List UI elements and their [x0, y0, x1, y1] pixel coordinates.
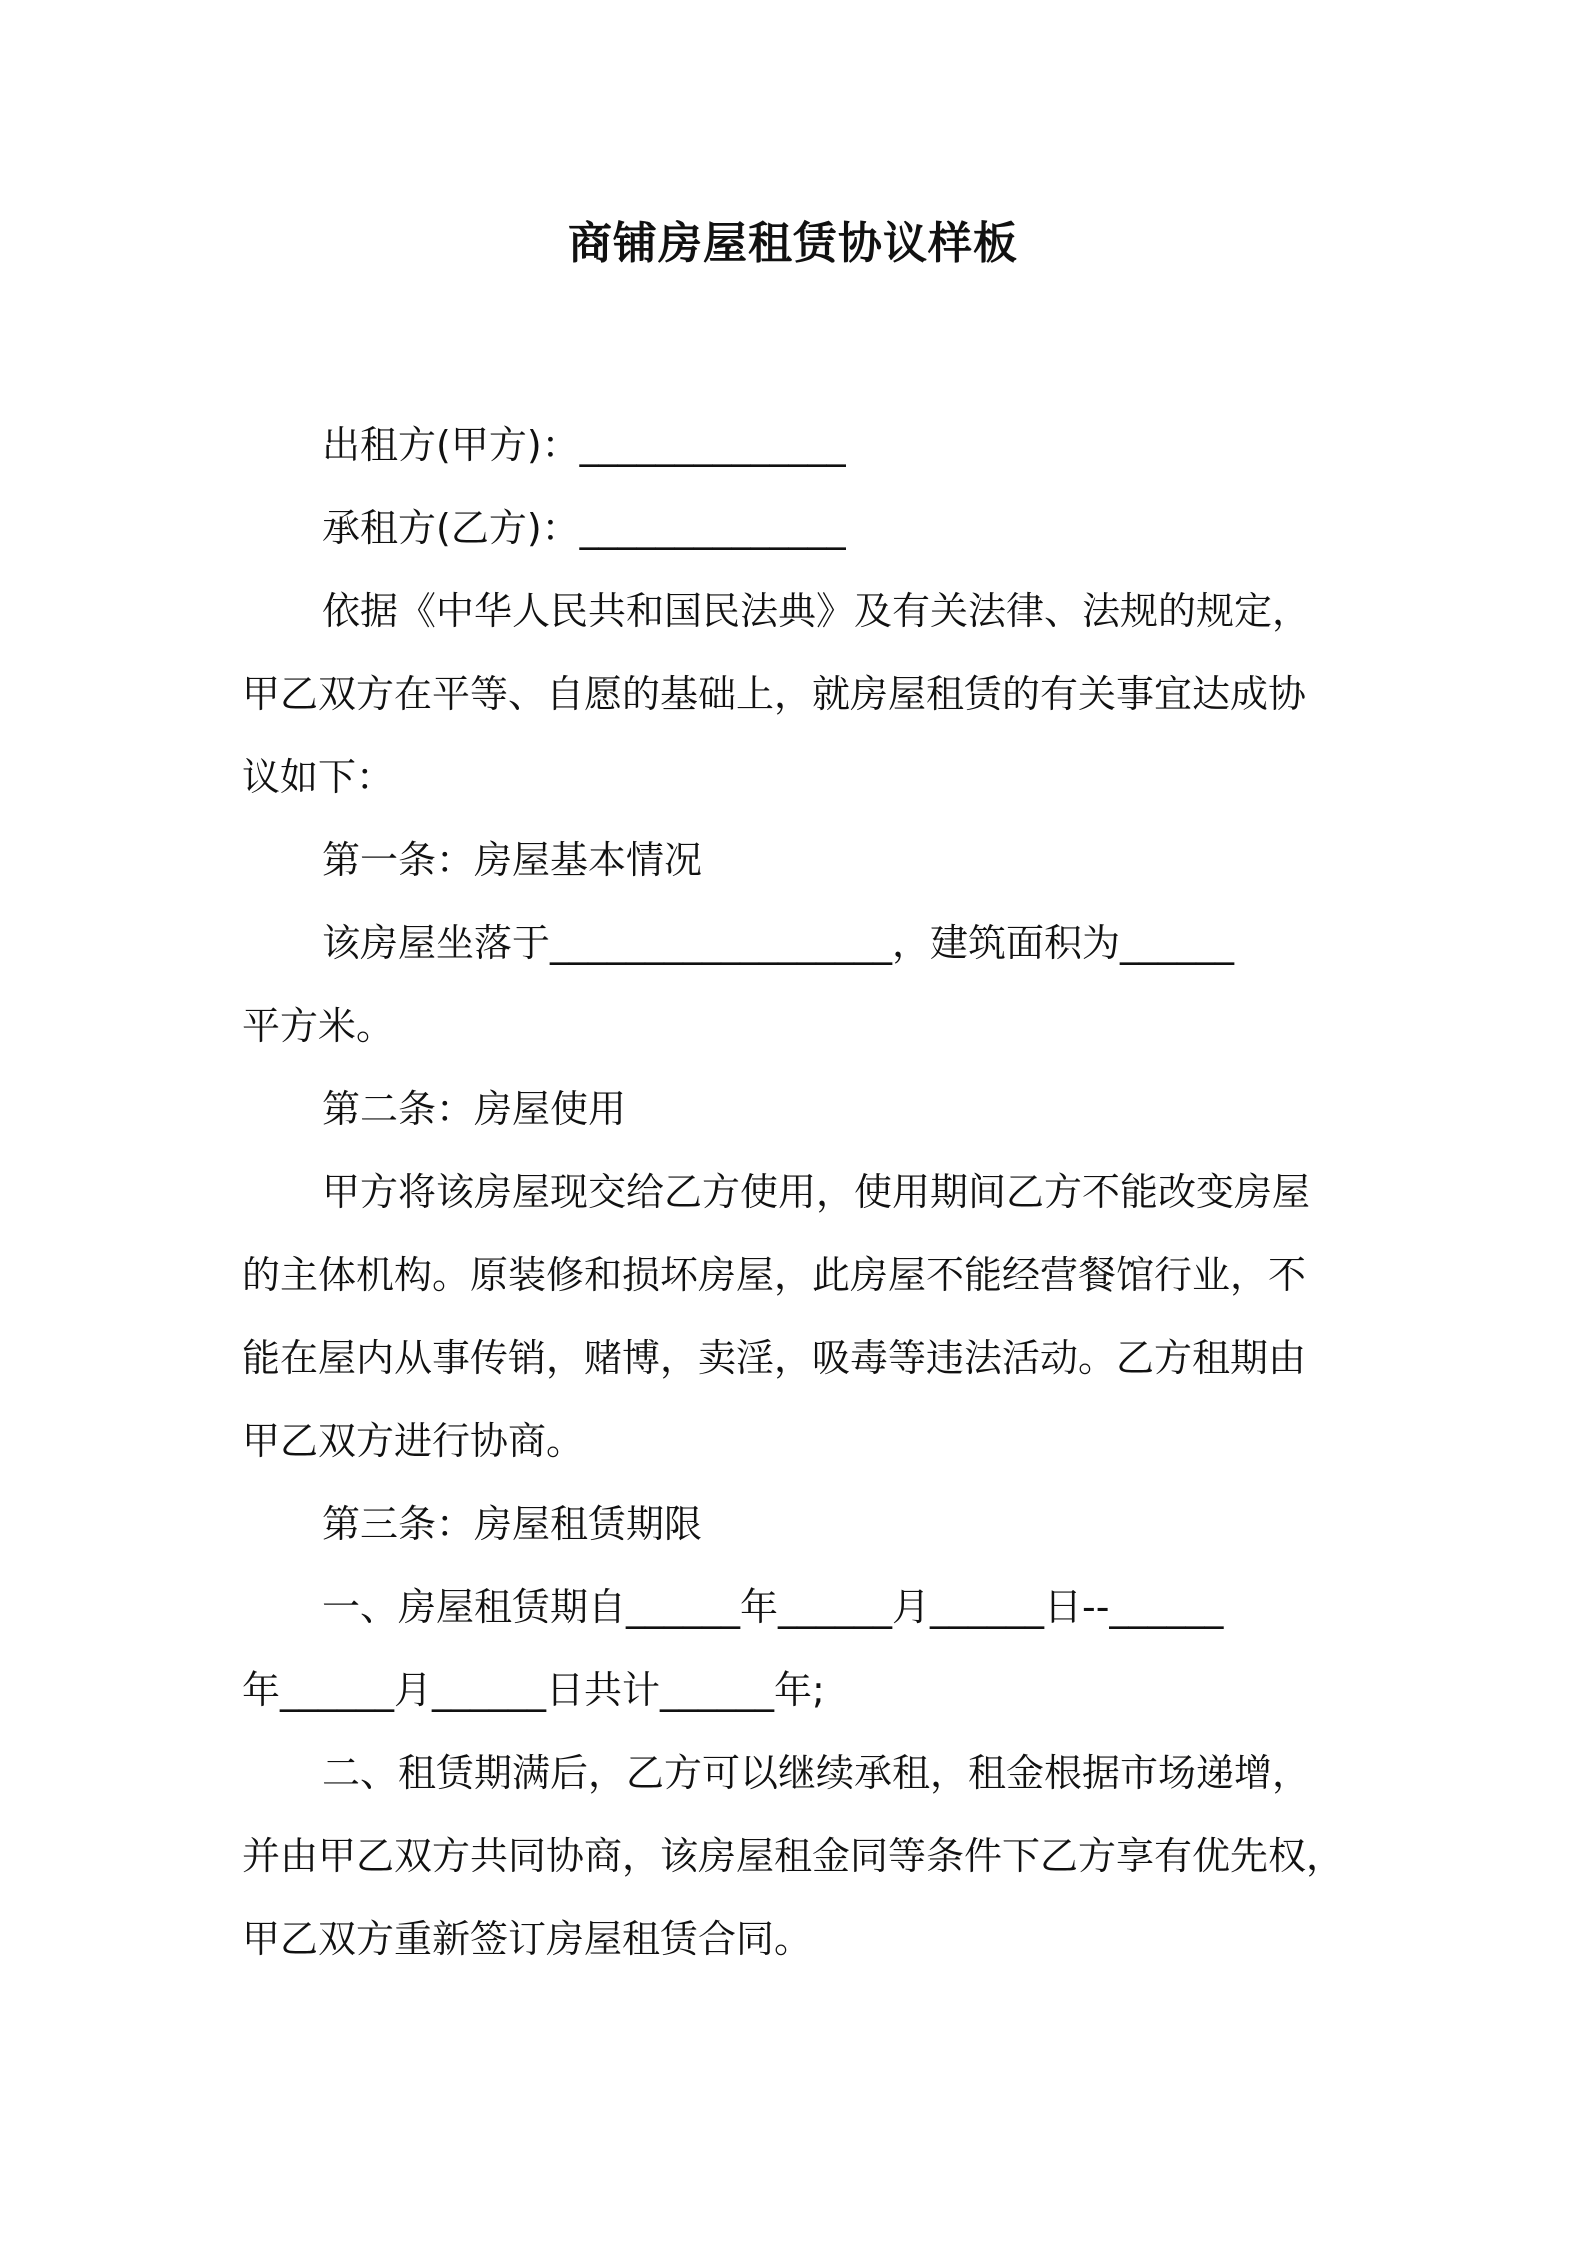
lessee-line: 承租方(乙方)：______________: [322, 506, 846, 550]
article2-heading: 第二条：房屋使用: [322, 1087, 627, 1131]
lessor-line: 出租方(甲方)：______________: [322, 423, 846, 467]
preamble-line-1: 依据《中华人民共和国民法典》及有关法律、法规的规定，: [322, 589, 1311, 633]
article2-line-1: 甲方将该房屋现交给乙方使用，使用期间乙方不能改变房屋: [322, 1170, 1311, 1214]
article3-heading: 第三条：房屋租赁期限: [322, 1502, 703, 1546]
preamble-line-3: 议如下：: [242, 755, 395, 799]
article1-line-2: 平方米。: [242, 1004, 395, 1048]
article2-line-3: 能在屋内从事传销，赌博，卖淫，吸毒等违法活动。乙方租期由: [242, 1336, 1307, 1380]
preamble-line-2: 甲乙双方在平等、自愿的基础上，就房屋租赁的有关事宜达成协: [242, 672, 1307, 716]
article3-item2-line-2: 并由甲乙双方共同协商，该房屋租金同等条件下乙方享有优先权，: [242, 1834, 1345, 1878]
article2-line-2: 的主体机构。原装修和损坏房屋，此房屋不能经营餐馆行业，不: [242, 1253, 1307, 1297]
article2-line-4: 甲乙双方进行协商。: [242, 1419, 585, 1463]
article3-item1-line-1: 一、房屋租赁期自______年______月______日--______: [322, 1585, 1224, 1629]
article3-item2-line-3: 甲乙双方重新签订房屋租赁合同。: [242, 1917, 813, 1961]
article3-item2-line-1: 二、租赁期满后，乙方可以继续承租，租金根据市场递增，: [322, 1751, 1311, 1795]
document-title: 商铺房屋租赁协议样板: [568, 218, 1018, 269]
document-body: [242, 404, 1362, 1981]
article3-item1-line-2: 年______月______日共计______年;: [242, 1668, 825, 1712]
article1-line-1: 该房屋坐落于__________________，建筑面积为______: [322, 921, 1235, 965]
article1-heading: 第一条：房屋基本情况: [322, 838, 703, 882]
